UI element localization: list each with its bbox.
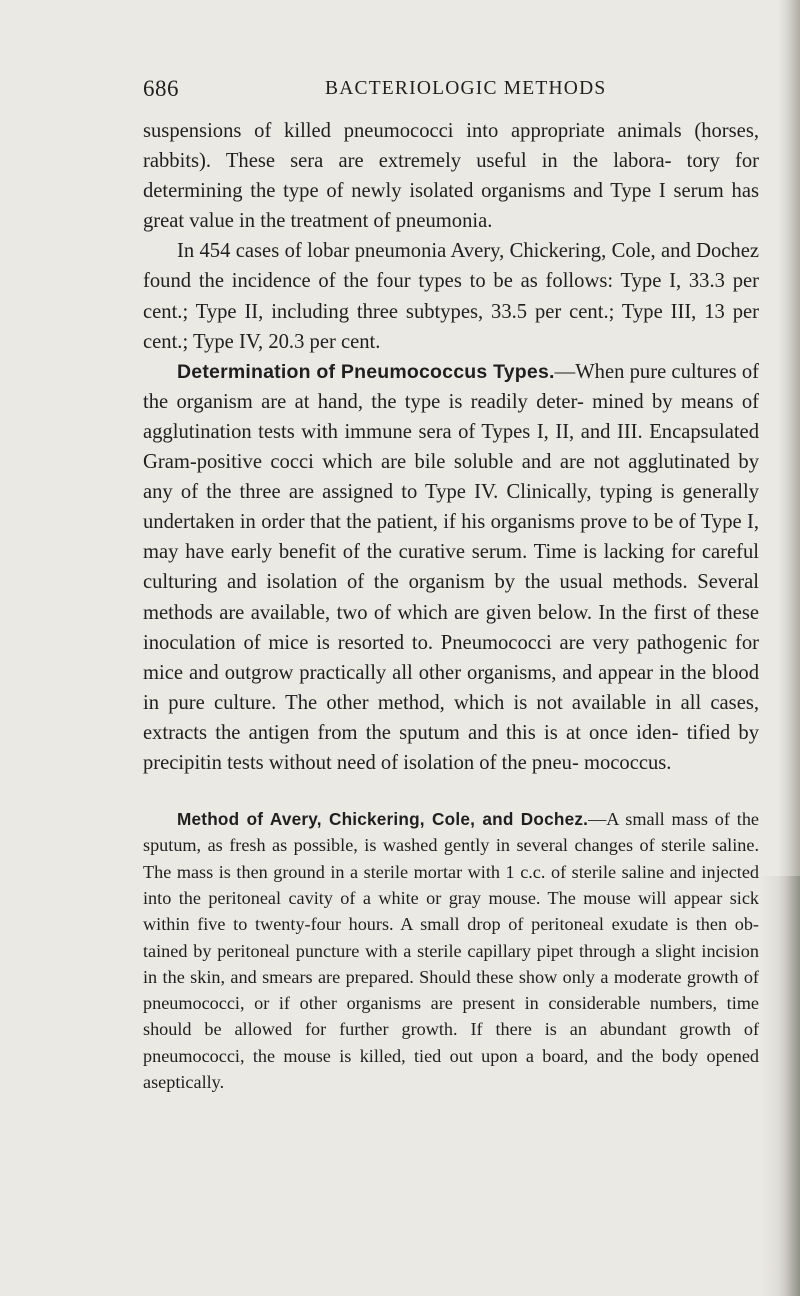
paragraph-determination bbox=[143, 357, 759, 778]
paragraph-determination-text: —When pure cultures of the organism are at hand, the type is readily deter- mined by means of agglutination tests with immune sera of Types I, II, and III. Encapsulated Gram-positive cocci which are bile soluble and are not agglutinated by any of the three are assigned to Type IV. Clinically, typing is generally undertaken in order that the patient, if his organisms prove to be of Type I, may have early benefit of the curative serum. Time is lacking for careful culturing and isolation of the organism by the usual methods. Several methods are available, two of which are given below. In the first of these inoculation of mice is resorted to. Pneumococci are very pathogenic for mice and outgrow practically all other organisms, and appear in the blood in pure culture. The other method, which is not available in all cases, extracts the antigen from the sputum and this is at once iden- tified by precipitin tests without need of isolation of the pneu- mococcus. bbox=[143, 360, 759, 774]
page-number: 686 bbox=[143, 76, 179, 101]
paragraph-type-incidence: In 454 cases of lobar pneumonia Avery, Chickering, Cole, and Dochez found the incidence of the four types to be as follows: Type I, 33.3 per cent.; Type II, including three subtypes, 33.5 per cent.; Type III, 13 per cent.; Type IV, 20.3 per cent. bbox=[143, 240, 759, 353]
section-gap bbox=[143, 778, 759, 806]
paragraph-sera-uses: suspensions of killed pneumococci into appropriate animals (horses, rabbits). These sera are extremely useful in the labora- tory for determining the type of newly isolated organisms and Type I serum has great value in the treatment of pneumonia. bbox=[143, 120, 759, 233]
body-text bbox=[143, 116, 759, 1095]
paragraph-method-avery bbox=[143, 806, 759, 1095]
section-heading-method: Method of Avery, Chickering, Cole, and Dochez. bbox=[177, 809, 589, 830]
page-header bbox=[143, 76, 758, 106]
section-heading-determination: Determination of Pneumococcus Types. bbox=[177, 360, 555, 383]
paragraph-method-text: —A small mass of the sputum, as fresh as possible, is washed gently in several changes of sterile saline. The mass is then ground in a sterile mortar with 1 c.c. of sterile saline and injected into the peritoneal cavity of a white or gray mouse. The mouse will appear sick within five to twenty-four hours. A small drop of peritoneal exudate is then ob- tained by peritoneal puncture with a sterile capillary pipet through a slight incision in the skin, and smears are prepared. Should these show only a moderate growth of pneumococci, or if other organisms are present in considerable numbers, time should be allowed for further growth. If there is an abundant growth of pneumococci, the mouse is killed, tied out upon a board, and the body opened aseptically. bbox=[143, 809, 760, 1093]
running-head: BACTERIOLOGIC METHODS bbox=[325, 78, 607, 99]
page-edge-shadow-lower bbox=[760, 876, 800, 1296]
